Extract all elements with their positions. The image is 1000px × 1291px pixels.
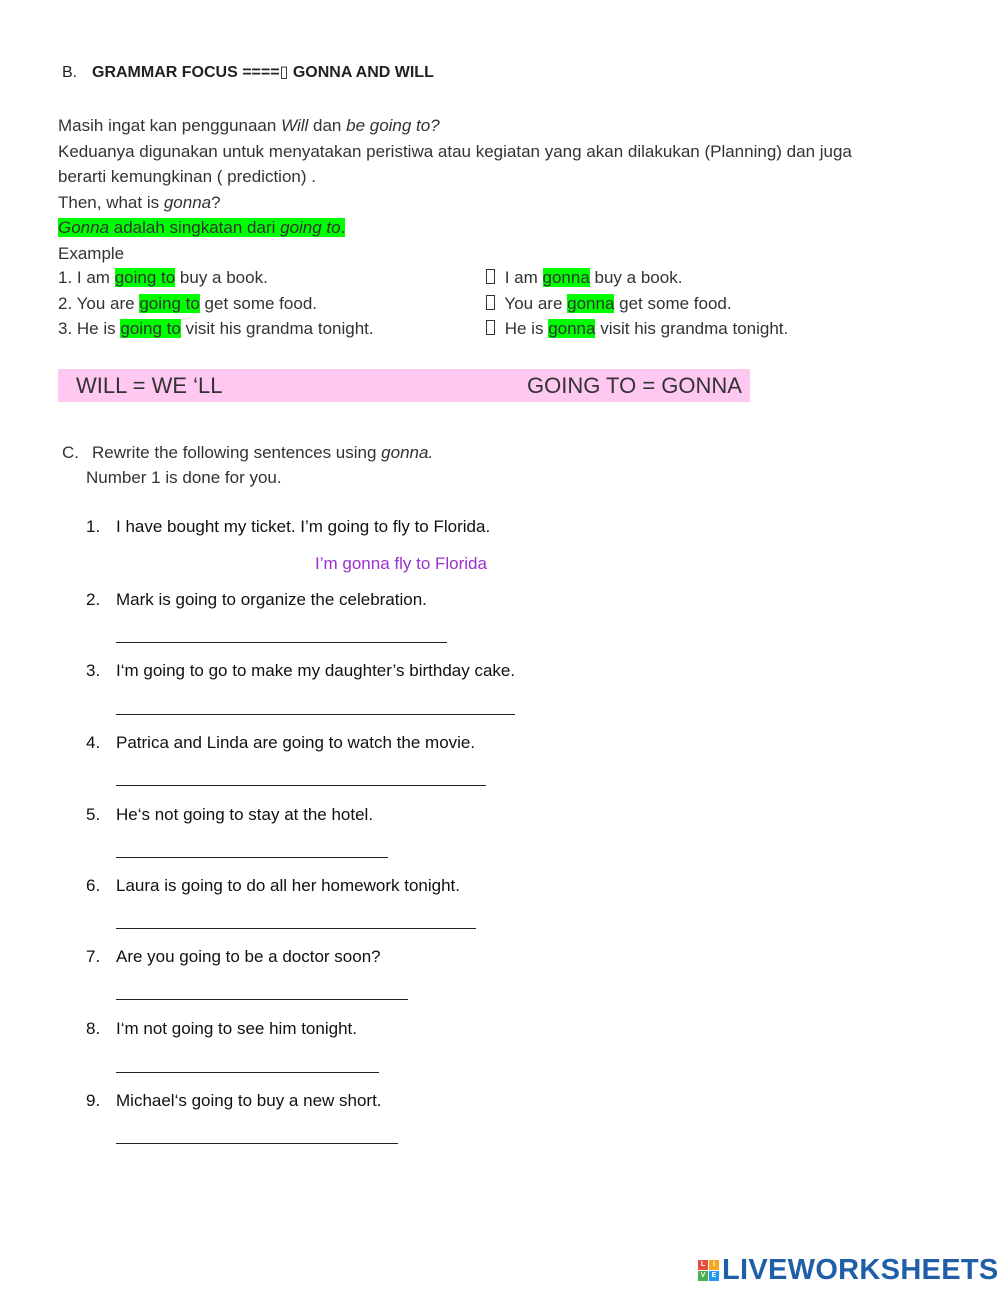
instruction-gonna: gonna. bbox=[381, 443, 434, 462]
arrow-box-icon bbox=[486, 320, 495, 335]
highlight-gonna: gonna bbox=[542, 268, 590, 287]
summary-banner bbox=[58, 369, 750, 402]
highlight-gonna: gonna bbox=[567, 294, 615, 313]
answer-line-3[interactable] bbox=[116, 713, 515, 715]
section-letter: C. bbox=[62, 443, 79, 462]
question-5: 5. He‘s not going to stay at the hotel. bbox=[86, 805, 374, 824]
instruction-text: Rewrite the following sentences using bbox=[92, 443, 382, 462]
intro-text: Then, what is bbox=[58, 192, 164, 212]
section-b-heading bbox=[62, 62, 434, 82]
question-2: 2. Mark is going to organize the celebration. bbox=[86, 590, 427, 609]
question-7: 7. Are you going to be a doctor soon? bbox=[86, 947, 381, 966]
highlight-going-to: going to bbox=[139, 294, 200, 313]
highlight-going-to: going to bbox=[280, 218, 341, 237]
logo-mark-letter: L bbox=[698, 1260, 708, 1270]
answer-line-5[interactable] bbox=[116, 856, 388, 858]
answer-line-8[interactable] bbox=[116, 1071, 379, 1073]
intro-line-3: berarti kemungkinan ( prediction) . bbox=[58, 167, 316, 186]
instruction-line bbox=[62, 440, 433, 465]
example-right-2: You are gonna get some food. bbox=[486, 293, 732, 315]
logo-text: LIVEWORKSHEETS bbox=[722, 1253, 999, 1286]
highlight-going-to: going to bbox=[114, 268, 176, 287]
answer-line-4[interactable] bbox=[116, 784, 486, 786]
logo-mark-letter: E bbox=[709, 1271, 719, 1281]
section-letter: B. bbox=[62, 64, 78, 81]
answer-line-7[interactable] bbox=[116, 998, 408, 1000]
example-right-3: He is gonna visit his grandma tonight. bbox=[486, 318, 788, 340]
highlight-gonna: Gonna bbox=[58, 218, 110, 237]
highlight-going-to: going to bbox=[120, 319, 181, 338]
intro-text: Masih ingat kan penggunaan bbox=[58, 116, 282, 135]
intro-line-5 bbox=[58, 215, 908, 241]
intro-going: be going to? bbox=[346, 116, 440, 135]
answer-line-6[interactable] bbox=[116, 927, 476, 929]
question-1: 1. I have bought my ticket. I’m going to fly to Florida. bbox=[86, 517, 491, 536]
question-6: 6. Laura is going to do all her homework tonight. bbox=[86, 876, 460, 895]
liveworksheets-logo bbox=[698, 1254, 999, 1286]
answer-line-2[interactable] bbox=[116, 641, 447, 643]
intro-will: Will bbox=[281, 116, 309, 135]
arrow-box-icon bbox=[486, 269, 495, 284]
question-8: 8. I‘m not going to see him tonight. bbox=[86, 1019, 357, 1038]
example-left-1: 1. I am going to buy a book. bbox=[58, 268, 268, 287]
intro-line-2: Keduanya digunakan untuk menyatakan peristiwa atau kegiatan yang akan dilakukan (Planning) dan juga bbox=[58, 141, 852, 161]
highlight-gonna: gonna bbox=[548, 319, 596, 338]
question-4: 4. Patrica and Linda are going to watch the movie. bbox=[86, 733, 476, 752]
intro-paragraph bbox=[58, 113, 908, 266]
arrow-box-icon bbox=[486, 295, 495, 310]
logo-mark-letter: I bbox=[709, 1260, 719, 1270]
intro-text: dan bbox=[308, 116, 347, 135]
logo-mark-icon bbox=[698, 1260, 719, 1281]
intro-line-4 bbox=[58, 190, 908, 216]
banner-will: WILL = WE ‘LL bbox=[76, 373, 223, 398]
example-left-3: 3. He is going to visit his grandma tonight. bbox=[58, 319, 374, 338]
intro-gonna: gonna bbox=[163, 192, 212, 212]
example-right-1: I am gonna buy a book. bbox=[486, 267, 682, 289]
highlight-text: . bbox=[340, 218, 346, 237]
example-left-2: 2. You are going to get some food. bbox=[58, 294, 317, 313]
question-9: 9. Michael‘s going to buy a new short. bbox=[86, 1091, 382, 1110]
intro-text: ? bbox=[211, 192, 221, 212]
banner-going-to: GOING TO = GONNA bbox=[527, 373, 742, 398]
highlight-text: adalah singkatan dari bbox=[109, 218, 281, 237]
intro-line-1 bbox=[58, 113, 908, 139]
section-c-instructions bbox=[62, 440, 433, 490]
answer-1: I’m gonna fly to Florida bbox=[315, 554, 487, 573]
logo-mark-letter: V bbox=[698, 1271, 708, 1281]
question-3: 3. I‘m going to go to make my daughter’s birthday cake. bbox=[86, 661, 516, 680]
instruction-note: Number 1 is done for you. bbox=[86, 468, 282, 487]
section-title: GRAMMAR FOCUS ====▯ GONNA AND WILL bbox=[92, 64, 434, 81]
example-label: Example bbox=[58, 243, 125, 263]
answer-line-9[interactable] bbox=[116, 1142, 398, 1144]
